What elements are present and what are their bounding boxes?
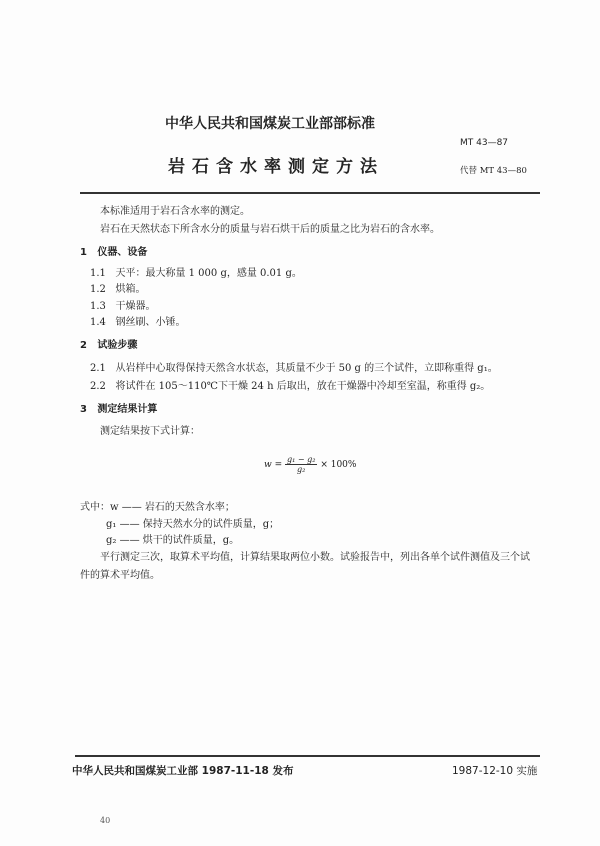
section-heading <box>80 400 157 415</box>
list-item <box>90 313 185 328</box>
effective-date: 1987-12-10 实施 <box>452 765 538 777</box>
intro-line: 本标准适用于岩石含水率的测定。 <box>100 206 250 217</box>
text: × 100% <box>320 460 357 470</box>
section-heading <box>80 243 147 258</box>
text: g₂ <box>297 465 306 474</box>
list-item <box>90 377 490 392</box>
footer-rule <box>75 755 540 757</box>
where-line: g₂ —— 烘干的试件质量，g。 <box>106 535 240 546</box>
header-rule <box>80 192 540 194</box>
where-line <box>80 498 235 513</box>
text: 式中： <box>80 502 110 513</box>
standard-code: MT 43—87 <box>460 138 509 148</box>
closing-line: 件的算术平均值。 <box>80 570 160 581</box>
formula <box>264 455 356 474</box>
text: 2.2 <box>90 381 106 392</box>
text: 天平：最大称量 1 000 g，感量 0.01 g。 <box>115 268 302 279</box>
text: 1.3 <box>90 301 106 312</box>
text: w —— 岩石的天然含水率； <box>110 502 235 513</box>
list-item <box>90 280 145 295</box>
org-standard-heading: 中华人民共和国煤炭工业部部标准 <box>165 116 375 132</box>
text: 2 <box>80 340 87 351</box>
list-item <box>90 359 498 374</box>
closing-line: 平行测定三次，取算术平均值，计算结果取两位小数。试验报告中，列出各单个试件测值及三个试 <box>100 552 530 563</box>
page-number: 40 <box>100 816 111 825</box>
text: 2.1 <box>90 363 106 374</box>
replaces-code: 代替 MT 43—80 <box>460 166 527 176</box>
text: 测定结果计算 <box>97 404 158 415</box>
issued-by: 中华人民共和国煤炭工业部 1987-11-18 发布 <box>72 765 294 777</box>
text: 烘箱。 <box>115 284 146 295</box>
text: g₁ − g₂ <box>286 455 316 464</box>
text: 试验步骤 <box>97 340 138 351</box>
intro-line: 岩石在天然状态下所含水分的质量与岩石烘干后的质量之比为岩石的含水率。 <box>100 224 440 235</box>
calc-lead: 测定结果按下式计算： <box>100 426 200 437</box>
where-line: g₁ —— 保持天然水分的试件质量，g； <box>106 519 280 530</box>
text: w = <box>264 460 283 470</box>
text: 1.2 <box>90 284 106 295</box>
section-heading <box>80 336 137 351</box>
text: 钢丝刷、小锤。 <box>115 317 186 328</box>
text: 1.4 <box>90 317 106 328</box>
document-title: 岩石含水率测定方法 <box>168 157 384 177</box>
list-item <box>90 297 155 312</box>
text: 1.1 <box>90 268 106 279</box>
text: 干燥器。 <box>115 301 156 312</box>
text: 1 <box>80 247 87 258</box>
text: 从岩样中心取得保持天然含水状态，其质量不少于 50 g 的三个试件，立即称重得 g₁。 <box>115 363 498 374</box>
list-item <box>90 264 302 279</box>
text: 仪器、设备 <box>97 247 148 258</box>
text: 将试件在 105～110℃下干燥 24 h 后取出，放在干燥器中冷却至室温，称重得 g₂。 <box>115 381 491 392</box>
text: 3 <box>80 404 87 415</box>
